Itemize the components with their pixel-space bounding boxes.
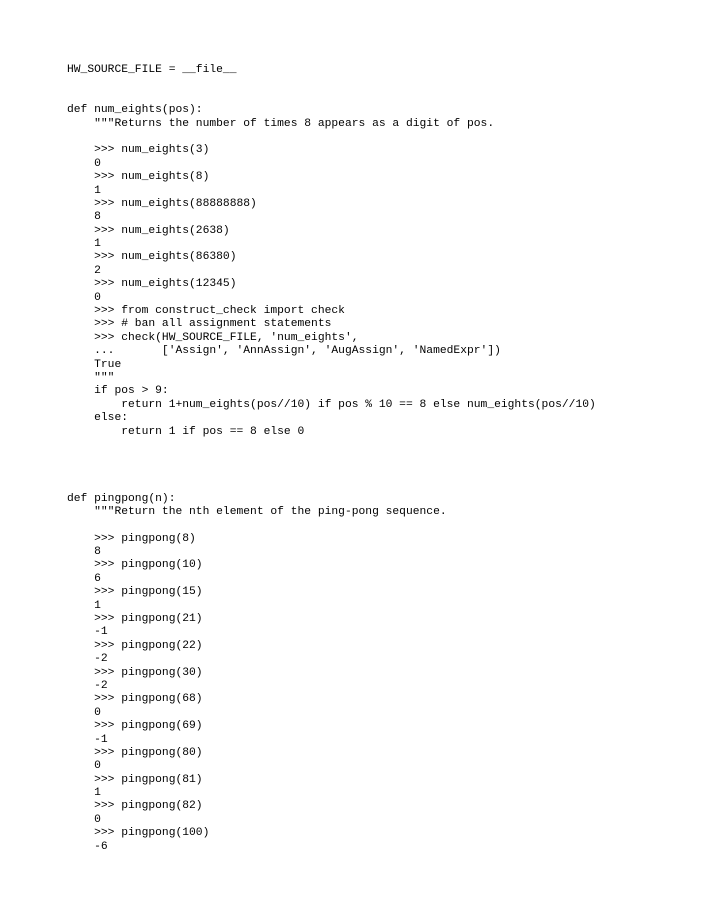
code-line: 1: [67, 599, 101, 612]
code-line: [67, 466, 596, 479]
code-line: 1: [67, 184, 101, 197]
code-line: >>> pingpong(30): [67, 666, 203, 679]
code-line: -2: [67, 653, 108, 666]
code-line: """Returns the number of times 8 appears as a digit of pos.: [67, 117, 495, 130]
code-line: >>> num_eights(3): [67, 144, 210, 157]
code-line: >>> num_eights(8): [67, 171, 210, 184]
code-line: >>> pingpong(15): [67, 586, 203, 599]
code-line: True: [67, 358, 122, 371]
code-line: >>> num_eights(88888888): [67, 197, 257, 210]
code-line: [67, 131, 596, 144]
code-line: 8: [67, 546, 101, 559]
code-line: 6: [67, 572, 101, 585]
code-line: ... ['Assign', 'AnnAssign', 'AugAssign', 'NamedExpr']): [67, 345, 501, 358]
code-line: [67, 77, 596, 90]
code-line: return 1+num_eights(pos//10) if pos % 10 == 8 else num_eights(pos//10): [67, 398, 596, 411]
code-line: 0: [67, 706, 101, 719]
code-line: >>> # ban all assignment statements: [67, 318, 332, 331]
code-line: 1: [67, 787, 101, 800]
code-line: 8: [67, 211, 101, 224]
code-line: >>> pingpong(100): [67, 827, 210, 840]
code-line: [67, 91, 596, 104]
code-line: -1: [67, 733, 108, 746]
code-line: >>> pingpong(10): [67, 559, 203, 572]
code-listing: [67, 64, 596, 854]
code-line: """: [67, 371, 115, 384]
code-line: -2: [67, 679, 108, 692]
code-line: >>> num_eights(2638): [67, 224, 230, 237]
code-line: >>> pingpong(80): [67, 746, 203, 759]
code-line: HW_SOURCE_FILE = __file__: [67, 64, 237, 76]
code-line: """Return the nth element of the ping-pong sequence.: [67, 505, 447, 518]
code-line: >>> check(HW_SOURCE_FILE, 'num_eights',: [67, 331, 359, 344]
code-line: 1: [67, 238, 101, 251]
code-line: [67, 452, 596, 465]
code-line: >>> num_eights(86380): [67, 251, 237, 264]
code-line: def pingpong(n):: [67, 492, 176, 505]
code-line: 0: [67, 760, 101, 773]
code-line: -6: [67, 840, 108, 853]
code-line: >>> pingpong(21): [67, 613, 203, 626]
code-line: 0: [67, 291, 101, 304]
code-line: if pos > 9:: [67, 385, 169, 398]
code-line: >>> pingpong(82): [67, 800, 203, 813]
code-line: >>> pingpong(69): [67, 720, 203, 733]
code-line: [67, 439, 596, 452]
code-line: [67, 479, 596, 492]
code-line: >>> pingpong(68): [67, 693, 203, 706]
code-line: def num_eights(pos):: [67, 104, 203, 117]
code-line: -1: [67, 626, 108, 639]
code-line: >>> from construct_check import check: [67, 305, 345, 318]
code-line: else:: [67, 412, 129, 425]
code-line: >>> pingpong(22): [67, 639, 203, 652]
code-line: [67, 519, 596, 532]
code-line: 0: [67, 813, 101, 826]
code-line: 0: [67, 157, 101, 170]
code-line: return 1 if pos == 8 else 0: [67, 425, 305, 438]
code-line: >>> pingpong(8): [67, 532, 196, 545]
code-line: 2: [67, 264, 101, 277]
code-line: >>> pingpong(81): [67, 773, 203, 786]
code-line: >>> num_eights(12345): [67, 278, 237, 291]
